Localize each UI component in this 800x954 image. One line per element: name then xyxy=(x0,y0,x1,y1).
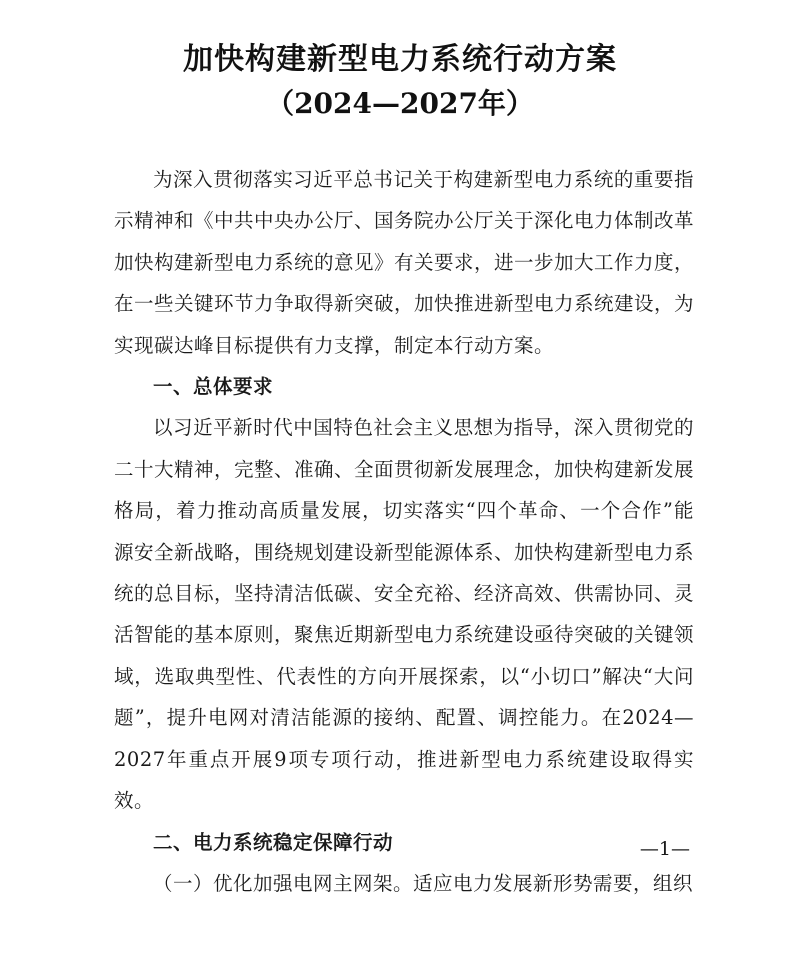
section-heading-stability-action: 二、电力系统稳定保障行动 xyxy=(153,830,394,854)
document-body xyxy=(114,159,694,904)
section-heading-general-requirements: 一、总体要求 xyxy=(153,375,274,399)
page-number: —1— xyxy=(639,838,690,860)
intro-paragraph: 为深入贯彻落实习近平总书记关于构建新型电力系统的重要指示精神和《中共中央办公厅、国务院办公厅关于深化电力体制改革加快构建新型电力系统的意见》有关要求，进一步加大工作力度，在一些关键环节力争取得新突破，加快推进新型电力系统建设，为实现碳达峰目标提供有力支撑，制定本行动方案。 xyxy=(114,168,695,357)
document-subtitle: （2024—2027年） xyxy=(266,87,534,120)
section-general-requirements-text: 以习近平新时代中国特色社会主义思想为指导，深入贯彻党的二十大精神，完整、准确、全面贯彻新发展理念，加快构建新发展格局，着力推动高质量发展，切实落实“四个革命、一个合作”能源安全新战略，围绕规划建设新型能源体系、加快构建新型电力系统的总目标，坚持清洁低碳、安全充裕、经济高效、供需协同、灵活智能的基本原则，聚焦近期新型电力系统建设亟待突破的关键领域，选取典型性、代表性的方向开展探索，以“小切口”解决“大问题”，提升电网对清洁能源的接纳、配置、调控能力。在2024—2027年重点开展9项专项行动，推进新型电力系统建设取得实效。 xyxy=(114,416,695,813)
document-title: 加快构建新型电力系统行动方案 xyxy=(183,42,617,77)
section-stability-action-text: （一）优化加强电网主网架。适应电力发展新形势需要，组织 xyxy=(153,871,694,895)
